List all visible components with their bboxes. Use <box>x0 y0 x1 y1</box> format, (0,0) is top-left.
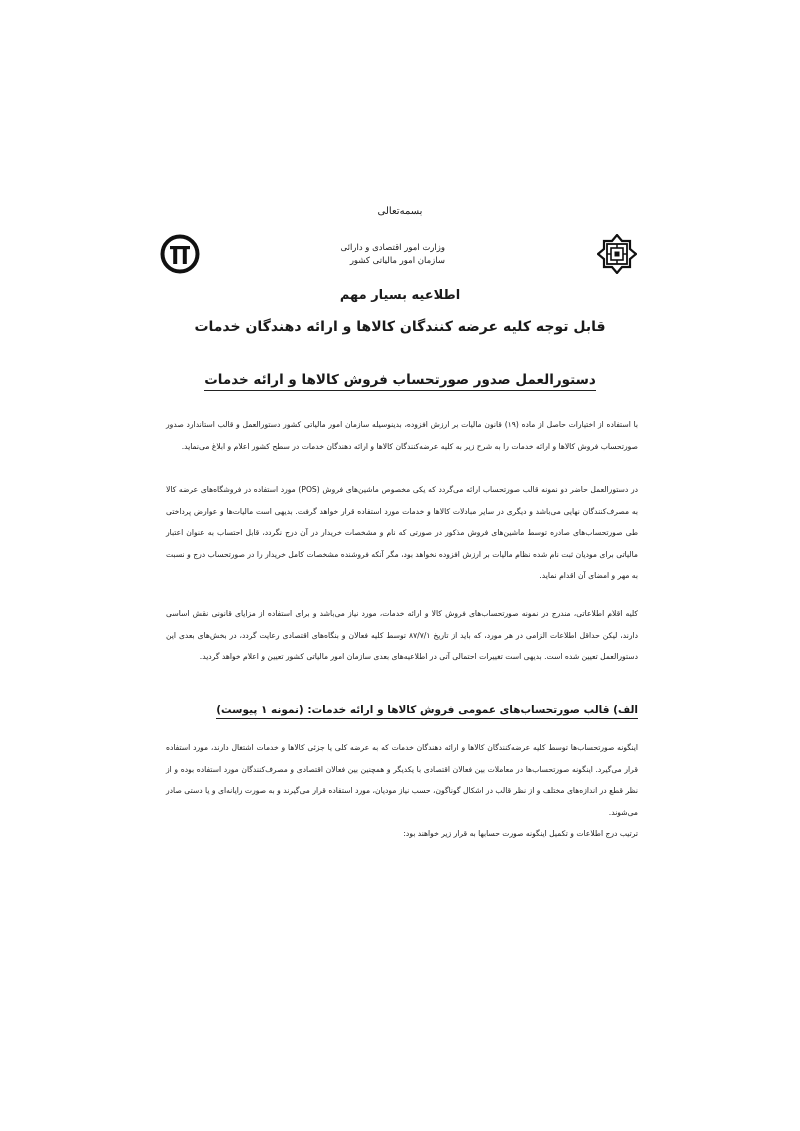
paragraph-pos: در دستورالعمل حاضر دو نمونه قالب صورتحساب ارائه می‌گردد که یکی مخصوص ماشین‌های فروش (POS) مورد استفاده در فروشگاه‌های عرضه کالا به مصرف‌کنندگان نهایی می‌باشد و دیگری در سایر مبادلات کالاها و خدمات مورد استفاده قرار خواهد گرفت. بدیهی است مالیات‌ها و عوارض پرداختی طی صورتحساب‌های صادره توسط ماشین‌های فروش مذکور در صورتی که نام و مشخصات خریدار در آن درج نگردد، قابل احتساب به عنوان اعتبار مالیاتی برای مودیان ثبت نام شده نظام مالیات بر ارزش افزوده نخواهد بود، مگر آنکه فروشنده مشخصات کامل خریدار را در صورتحساب درج و نسبت به مهر و امضای آن اقدام نماید. <box>166 485 638 580</box>
paragraph-general-invoices: اینگونه صورتحساب‌ها توسط کلیه عرضه‌کنندگان کالاها و ارائه دهندگان خدمات که به عرضه کلی یا جزئی کالاها و خدمات اشتغال دارند، مورد استفاده قرار می‌گیرد. اینگونه صورتحساب‌ها در معاملات بین فعالان اقتصادی با یکدیگر و همچنین بین فعالان اقتصادی و مصرف‌کنندگان مورد استفاده بوده و از نظر قطع در اندازه‌های مختلف و از نظر قالب در اشکال گوناگون، حسب نیاز مودیان، مورد استفاده قرار می‌گیرند و به صورت رایانه‌ای و یا دستی صادر می‌شوند. <box>166 743 638 817</box>
paragraph-intro: با استفاده از اختیارات حاصل از ماده (۱۹) قانون مالیات بر ارزش افزوده، بدینوسیله سازمان امور مالیاتی کشور دستورالعمل و قالب استاندارد صدور صورتحساب فروش کالاها و ارائه خدمات را به شرح زیر به کلیه عرضه‌کنندگان کالاها و ارائه دهندگان خدمات در سطح کشور اعلام و ابلاغ می‌نماید. <box>166 420 638 451</box>
paragraph-order-of-entries: ترتیب درج اطلاعات و تکمیل اینگونه صورت حسابها به قرار زیر خواهند بود: <box>403 829 638 838</box>
paragraph-required-fields: کلیه اقلام اطلاعاتی، مندرج در نمونه صورتحساب‌های فروش کالا و ارائه خدمات، مورد نیاز می‌باشد و برای استفاده از مزایای قانونی نقش اساسی دارند، لیکن حداقل اطلاعات الزامی در هر مورد، که باید از تاریخ ۸۷/۷/۱ توسط کلیه فعالان و بنگاه‌های اقتصادی رعایت گردد، در بخش‌های بعدی این دستورالعمل تعیین شده است. بدیهی است تغییرات احتمالی آتی در اطلاعیه‌های بعدی سازمان امور مالیاتی کشور تعیین و اعلام خواهد گردید. <box>166 609 638 661</box>
ministry-emblem <box>597 234 637 274</box>
tax-organization-logo <box>160 234 200 274</box>
bismillah-heading: بسمه‌تعالی <box>377 206 423 217</box>
document-title <box>0 372 800 388</box>
section-a-title-text: الف) قالب صورتحساب‌های عمومی فروش کالاها و ارائه خدمات: (نمونه ۱ پیوست) <box>216 704 638 719</box>
organization-block <box>341 242 445 268</box>
notice-subtitle: قابل توجه کلیه عرضه کنندگان کالاها و ارائه دهندگان خدمات <box>194 319 606 335</box>
section-a-title <box>216 704 638 716</box>
ministry-name: وزارت امور اقتصادی و دارائی <box>340 243 445 253</box>
notice-title: اطلاعیه بسیار مهم <box>339 288 461 303</box>
organization-name: سازمان امور مالیاتی کشور <box>349 256 445 266</box>
document-title-text: دستورالعمل صدور صورتحساب فروش کالاها و ارائه خدمات <box>204 372 596 391</box>
